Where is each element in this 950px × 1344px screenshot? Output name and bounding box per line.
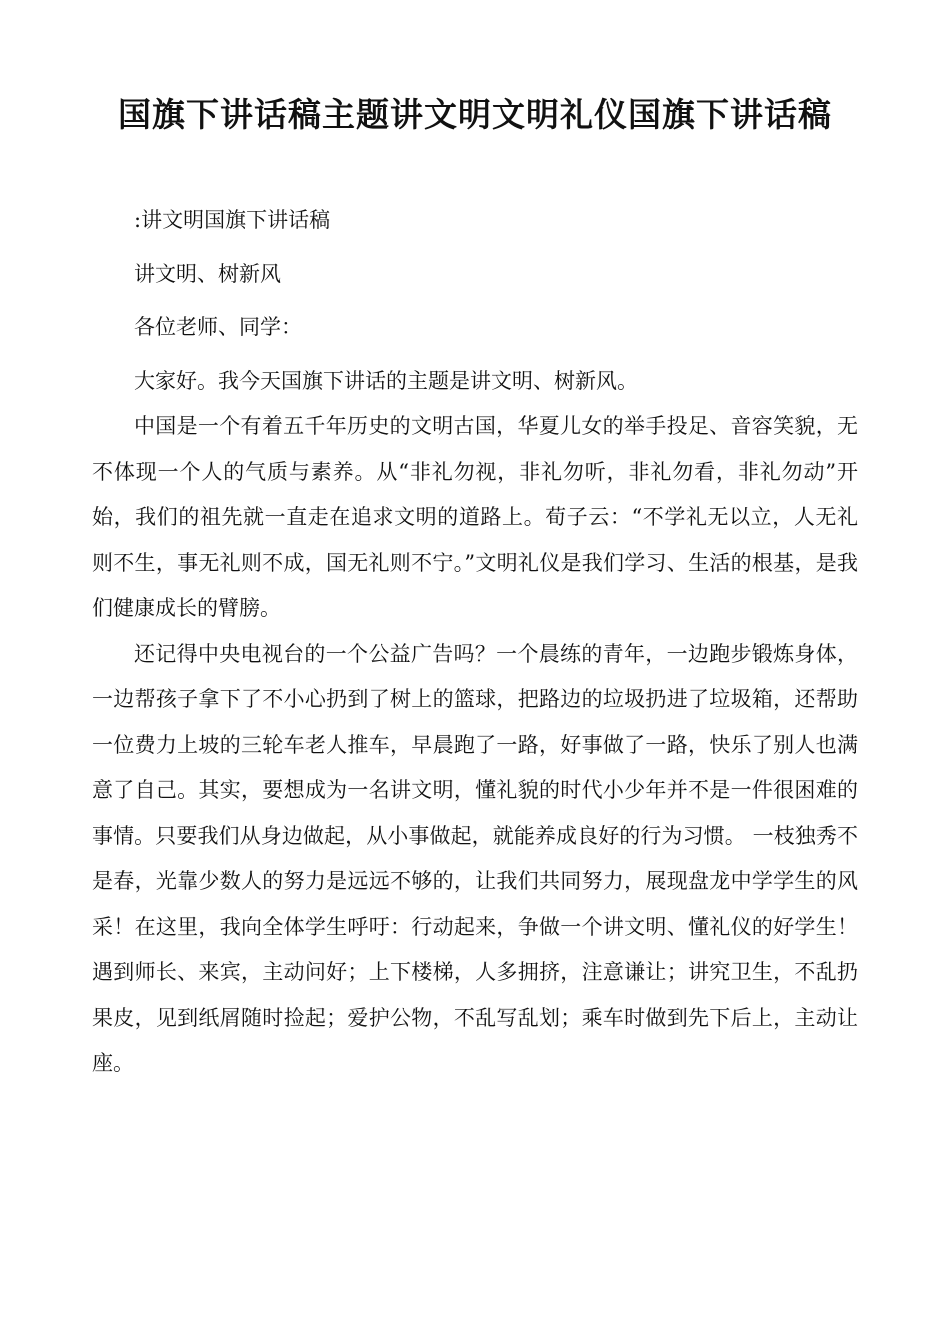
paragraph-salutation: 各位老师、同学： <box>134 315 302 339</box>
document-body <box>92 198 858 1087</box>
paragraph-greeting: 大家好。我今天国旗下讲话的主题是讲文明、树新风。 <box>134 368 638 393</box>
paragraph-appeal: 还记得中央电视台的一个公益广告吗？一个晨练的青年，一边跑步锻炼身体，一边帮孩子拿下了不小心扔到了树上的篮球，把路边的垃圾扔进了垃圾箱，还帮助一位费力上坡的三轮车老人推车，早晨跑了一路，好事做了一路，快乐了别人也满意了自己。其实，要想成为一名讲文明，懂礼貌的时代小少年并不是一件很困难的事情。只要我们从身边做起，从小事做起，就能养成良好的行为习惯。 一枝独秀不是春，光靠少数人的努力是远远不够的，让我们共同努力，展现盘龙中学学生的风采！在这里，我向全体学生呼吁：行动起来，争做一个讲文明、懂礼仪的好学生！遇到师长、来宾，主动问好；上下楼梯，人多拥挤，注意谦让；讲究卫生，不乱扔果皮，见到纸屑随时捡起；爱护公物，不乱写乱划；乘车时做到先下后上，主动让座。 <box>92 641 858 1075</box>
paragraph-theme: 讲文明、树新风 <box>134 261 281 286</box>
paragraph-history: 中国是一个有着五千年历史的文明古国，华夏儿女的举手投足、音容笑貌，无不体现一个人的气质与素养。从“非礼勿视，非礼勿听，非礼勿看，非礼勿动”开始，我们的祖先就一直走在追求文明的道路上。荀子云：“不学礼无以立，人无礼则不生，事无礼则不成，国无礼则不宁。”文明礼仪是我们学习、生活的根基，是我们健康成长的臂膀。 <box>92 414 858 620</box>
paragraph-subtitle: :讲文明国旗下讲话稿 <box>134 208 331 232</box>
document-title: 国旗下讲话稿主题讲文明文明礼仪国旗下讲话稿 <box>118 95 832 134</box>
